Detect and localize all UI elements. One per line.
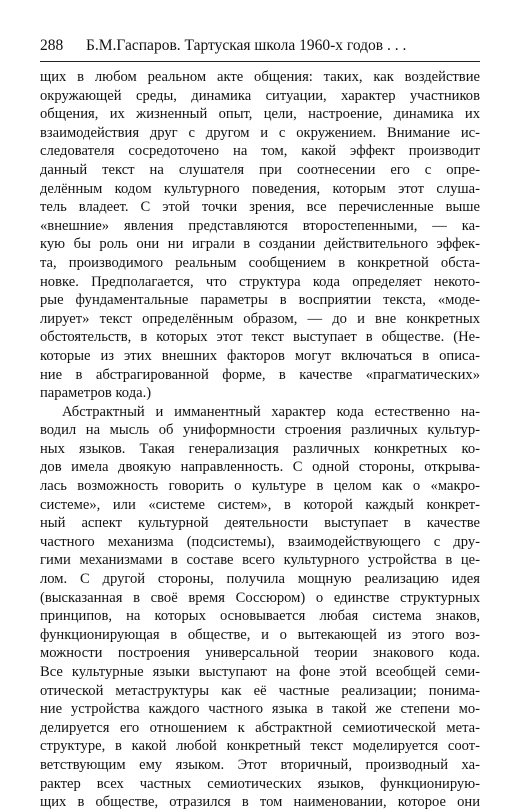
text-line: частного механизма (подсистемы), взаимодействующего с дру- [40,533,480,550]
text-line: которые из этих внешних факторов могут включаться в описа- [40,347,480,364]
text-line: общения, их жизненный опыт, цели, настроение, динамика их [40,106,480,123]
text-line: кую бы роль они ни играли в создании действительного эффек- [40,236,480,253]
text-line: структуре, в какой любой конкретный текст моделируется соот- [40,738,480,755]
text-line: можности построения универсальной теории знакового кода. [40,645,480,662]
text-line: следователя сосредоточено на том, какой эффект производит [40,143,480,160]
paragraph [40,68,480,403]
text-line: «внешние» явления представляются второстепенными, — ка- [40,217,480,234]
text-line: принципов, на которых основывается любая система знаков, [40,608,480,625]
text-line: параметров кода.) [40,385,152,402]
page-header [40,36,480,56]
text-line: отической метаструктуры как её частные реализации; понима- [40,682,480,699]
text-line: обстоятельств, в которых этот текст выступает в обществе. (Не- [40,329,480,346]
text-line: ный аспект культурной деятельности выступает в качестве [40,515,480,532]
text-line: окружающей среды, динамика ситуации, характер участников [40,87,480,104]
text-line: водил на мысль об униформности строения различных культур- [40,422,480,439]
text-line: функционирующая в обществе, и о вытекающей из этого воз- [40,626,480,643]
text-line: лась возможность говорить о культуре в целом как о «макро- [40,478,480,495]
text-line: щих в любом реальном акте общения: таких, как воздействие [40,69,480,85]
text-line: новке. Предполагается, что структура кода определяет некото- [40,273,480,290]
text-line: делируется его отношением к абстрактной семиотической мета- [40,719,480,736]
text-line: системе», или «системе систем», в которой каждый конкрет- [40,496,480,513]
text-line: ветствующим ему языком. Этот вторичный, производный ха- [40,756,480,773]
text-line: лом. С другой стороны, получила мощную реализацию идея [40,571,480,588]
text-line: рые фундаментальные параметры в восприятии текста, «моде- [40,292,480,309]
text-line: данный текст на слушателя при соотнесении его с опре- [40,161,480,178]
text-line: Все культурные языки выступают на фоне этой всеобщей семи- [40,664,480,680]
text-line: ние в абстрагированной форме, в качестве «прагматических» [40,366,480,383]
text-line: делённым кодом культурного поведения, которым этот слуша- [40,180,480,197]
text-line: гими механизмами в составе всего культурного устройства в це- [40,552,480,569]
text-line: ных языков. Такая генерализация различных конкретных ко- [40,440,480,457]
header-rule [40,61,480,62]
text-line: тель владеет. С этой точки зрения, все перечисленные выше [40,199,480,216]
text-line: взаимодействия друг с другом и с окружением. Внимание ис- [40,124,480,141]
text-line: та, производимого реальным сообщением в конкретной обста- [40,254,480,271]
text-line: (высказанная в своё время Соссюром) о единстве структурных [40,589,480,606]
text-line: дов имела двоякую направленность. С одной стороны, открыва- [40,459,480,476]
paragraph [40,403,480,812]
text-line: ние устройства каждого частного языка в такой же степени мо- [40,701,480,718]
running-title: Б.М.Гаспаров. Тартуская школа 1960-х годов . . . [86,37,407,54]
text-line: лирует» текст определённым образом, — до и вне конкретных [40,310,480,327]
page-number: 288 [40,37,64,54]
body-text [40,68,480,812]
text-line: Абстрактный и имманентный характер кода естественно на- [62,403,480,420]
text-line: рактер всех частных семиотических языков, функционирую- [40,775,480,792]
text-line: щих в обществе, отразился в том наименовании, которое они [40,794,480,811]
